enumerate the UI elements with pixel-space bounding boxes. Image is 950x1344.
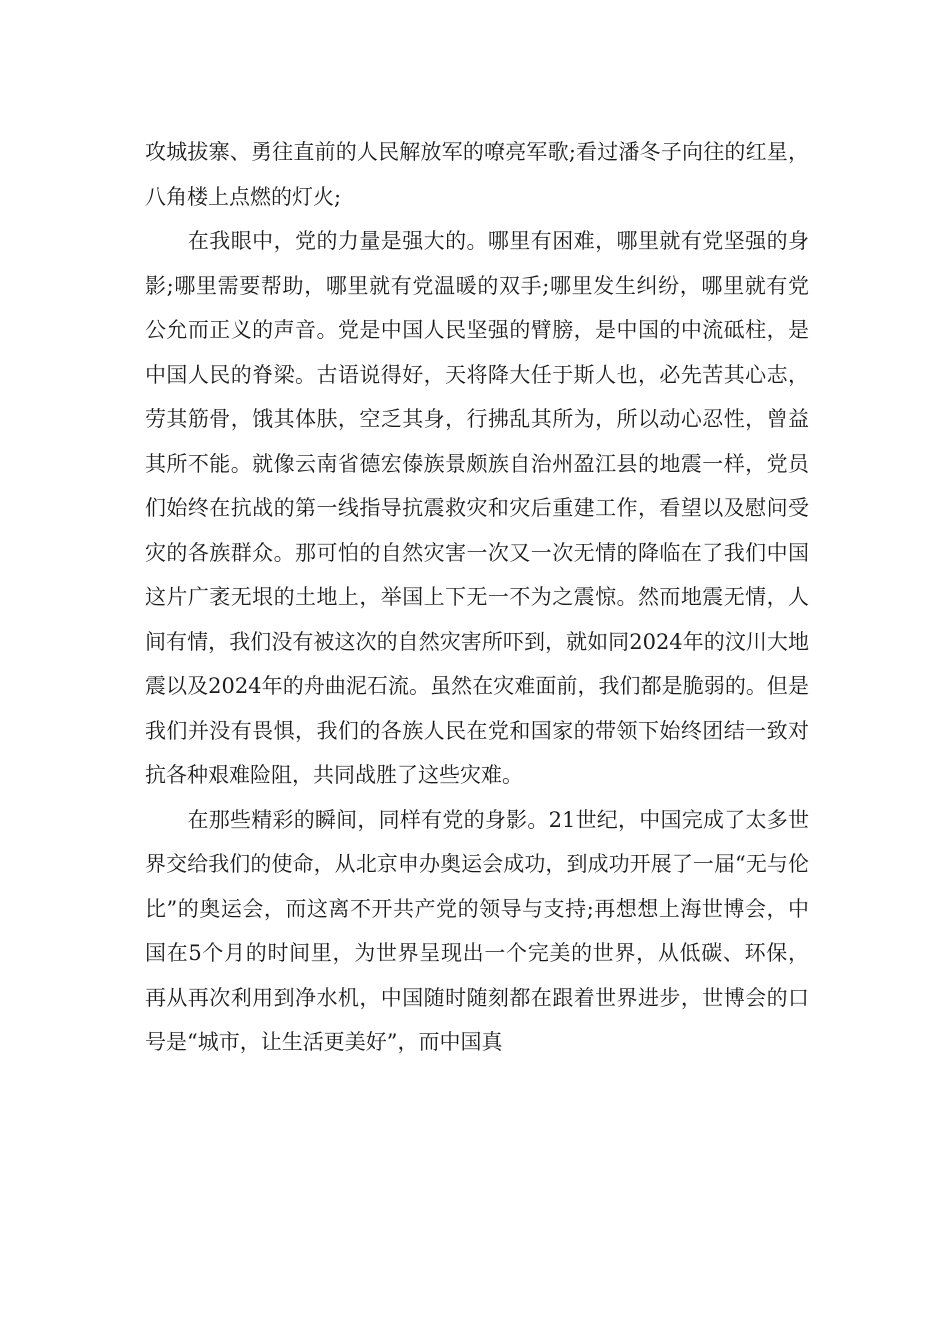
paragraph-3: 在那些精彩的瞬间，同样有党的身影。21世纪，中国完成了太多世界交给我们的使命，从北京申办奥运会成功，到成功开展了一届“无与伦比”的奥运会，而这离不开共产党的领导与支持;再想想上海世博会，中国在5个月的时间里，为世界呈现出一个完美的世界，从低碳、环保，再从再次利用到净水机，中国随时随刻都在跟着世界进步，世博会的口号是“城市，让生活更美好”，而中国真 xyxy=(145,807,809,1054)
paragraph-2: 在我眼中，党的力量是强大的。哪里有困难，哪里就有党坚强的身影;哪里需要帮助，哪里就有党温暖的双手;哪里发生纠纷，哪里就有党公允而正义的声音。党是中国人民坚强的臂膀，是中国的中流砥柱，是中国人民的脊梁。古语说得好，天将降大任于斯人也，必先苦其心志，劳其筋骨，饿其体肤，空乏其身，行拂乱其所为，所以动心忍性，曾益其所不能。就像云南省德宏傣族景颇族自治州盈江县的地震一样，党员们始终在抗战的第一线指导抗震救灾和灾后重建工作，看望以及慰问受灾的各族群众。那可怕的自然灾害一次又一次无情的降临在了我们中国这片广袤无垠的土地上，举国上下无一不为之震惊。然而地震无情，人间有情，我们没有被这次的自然灾害所吓到，就如同2024年的汶川大地震以及2024年的舟曲泥石流。虽然在灾难面前，我们都是脆弱的。但是我们并没有畏惧，我们的各族人民在党和国家的带领下始终团结一致对抗各种艰难险阻，共同战胜了这些灾难。 xyxy=(145,229,809,787)
paragraph-1: 攻城拔寨、勇往直前的人民解放军的嘹亮军歌;看过潘冬子向往的红星，八角楼上点燃的灯火; xyxy=(145,140,809,209)
body-text xyxy=(145,130,809,1065)
